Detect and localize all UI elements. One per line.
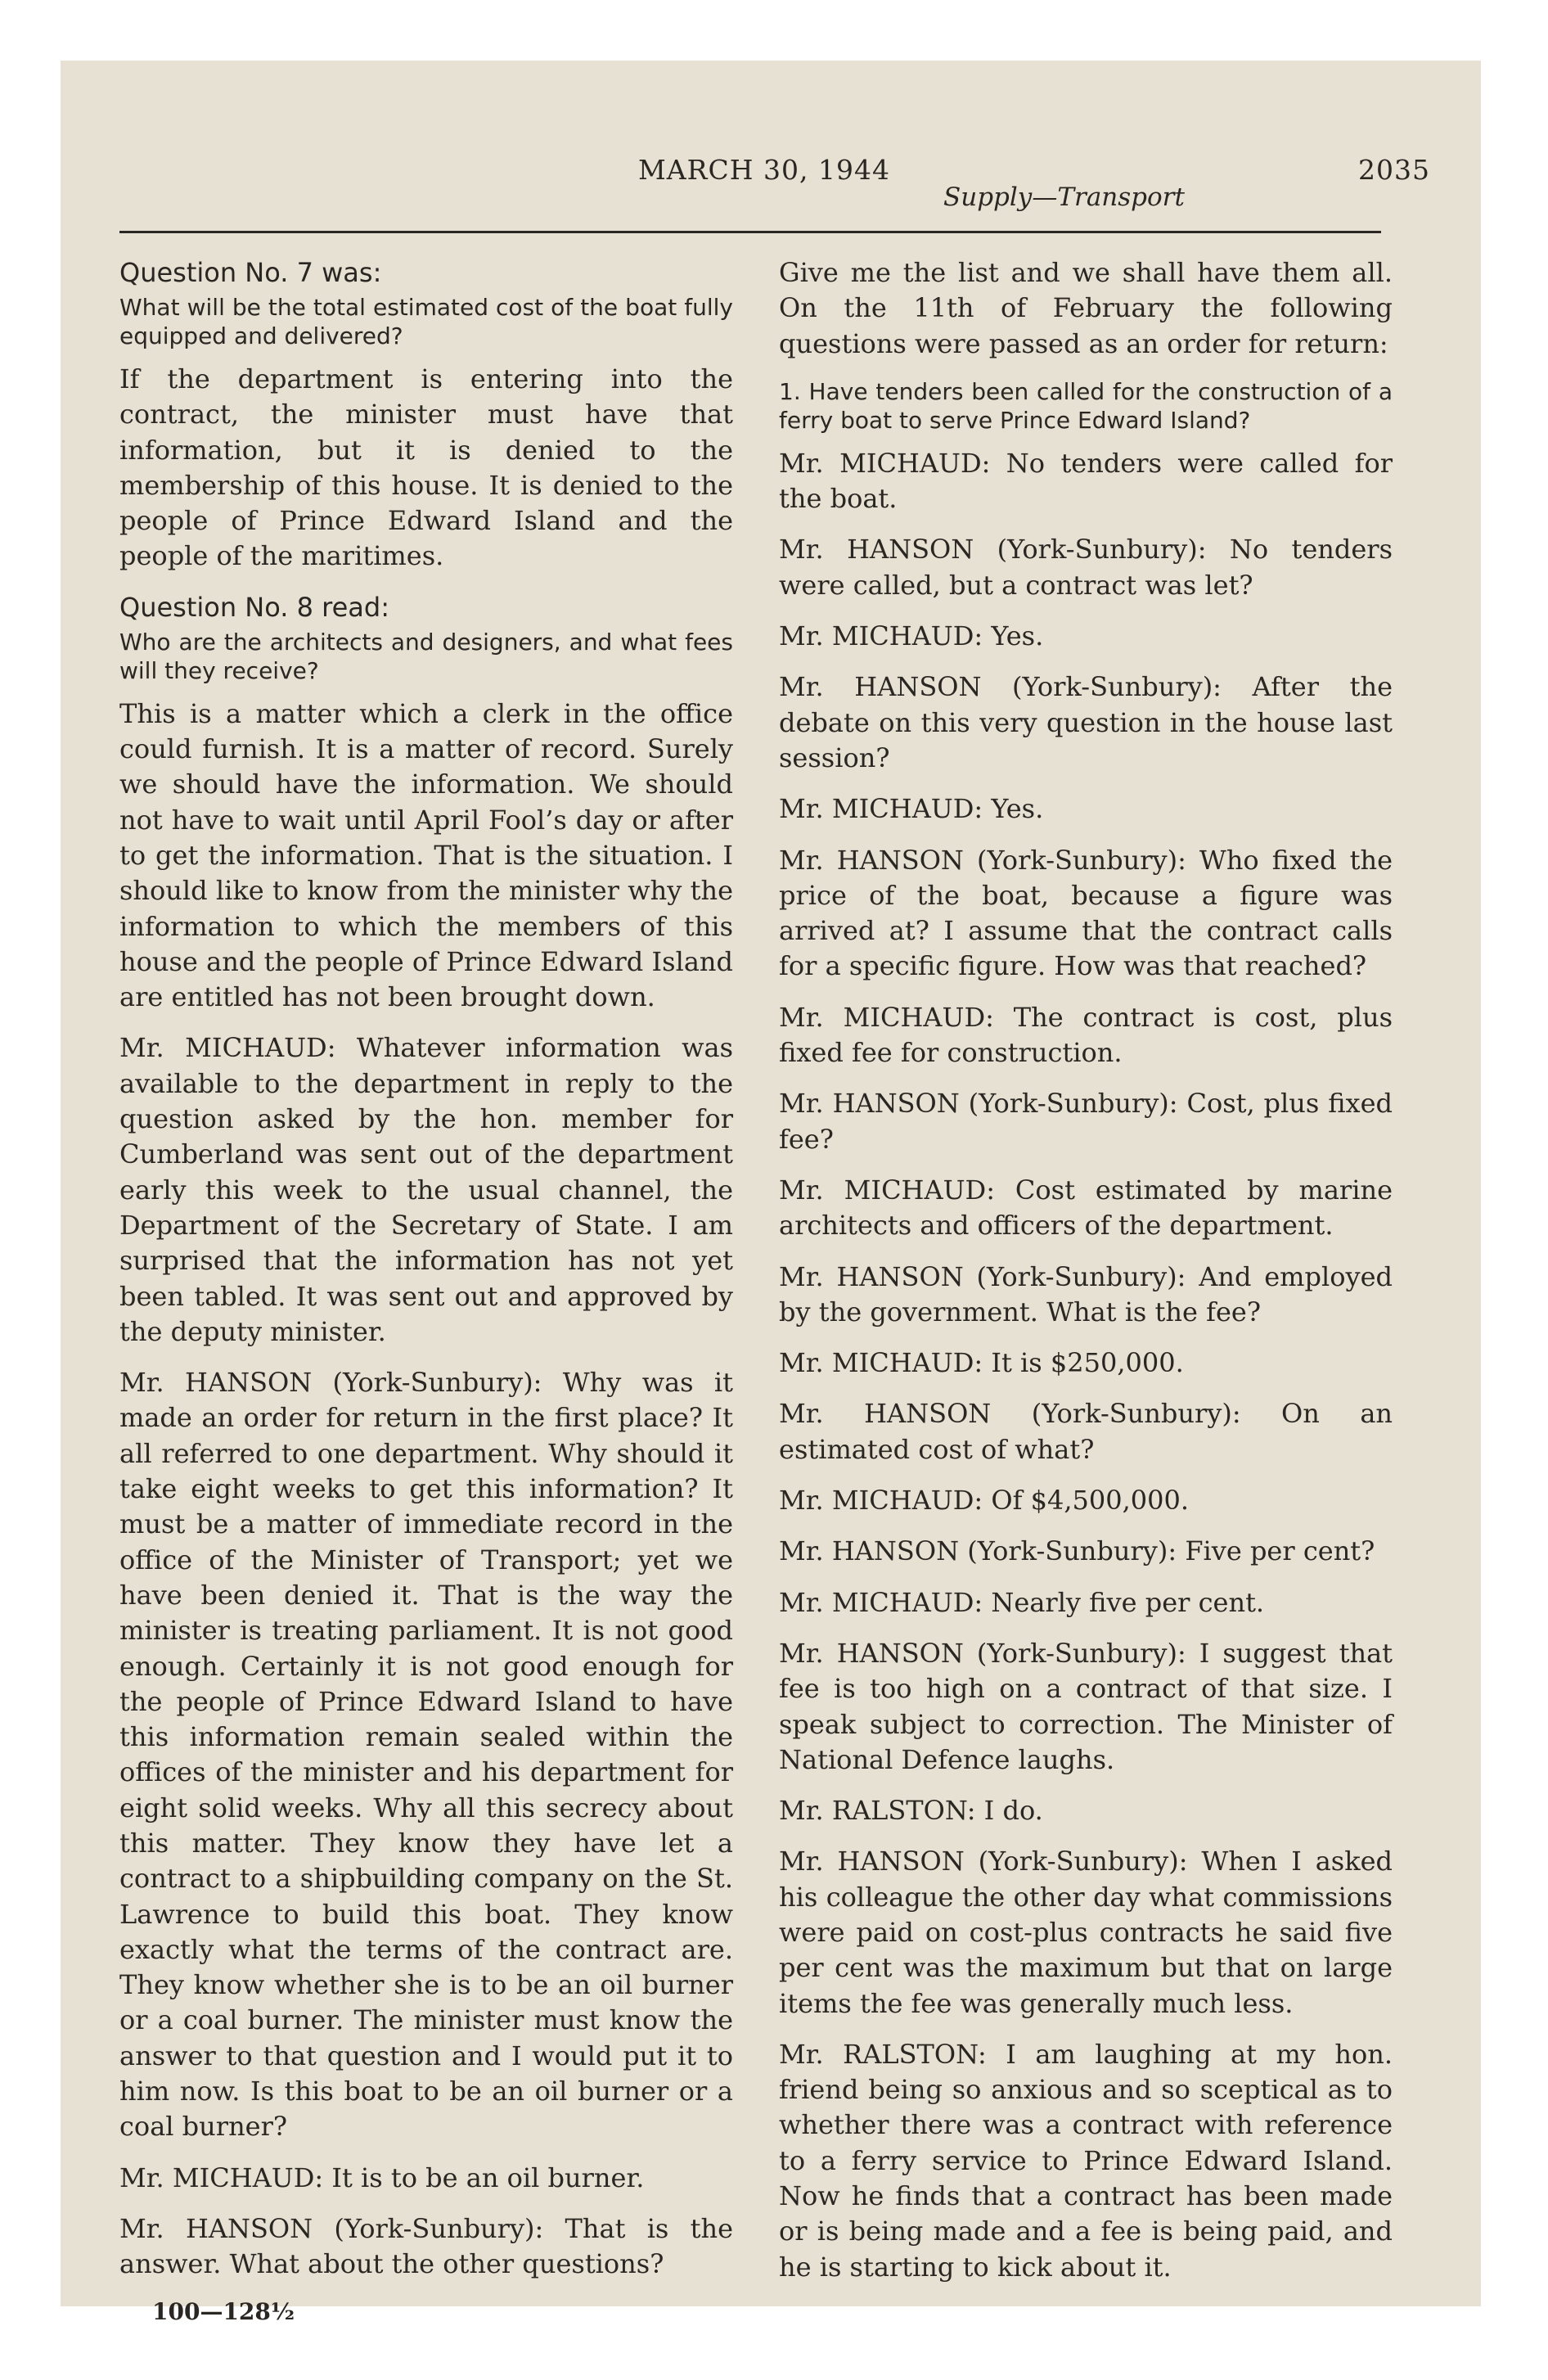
quoted-question: 1. Have tenders been called for the construction of a ferry boat to serve Prince Edward Island? bbox=[779, 377, 1393, 434]
paragraph: Mr. HANSON (York-Sunbury): No tenders were called, but a contract was let? bbox=[779, 534, 1393, 601]
paragraph: Mr. RALSTON: I do. bbox=[779, 1795, 1043, 1827]
paragraph: Mr. RALSTON: I am laughing at my hon. friend being so anxious and so sceptical as to whether there was a contract with reference to a ferry service to Prince Edward Island. Now he finds that a contract has been made or is being made and a fee is being paid, and he is starting to kick about it. bbox=[779, 2038, 1393, 2283]
paragraph: Mr. MICHAUD: Nearly five per cent. bbox=[779, 1586, 1265, 1618]
paragraph: Mr. HANSON (York-Sunbury): Who fixed the price of the boat, because a figure was arrived at? I assume that the contract calls for a specific figure. How was that reached? bbox=[779, 844, 1393, 982]
paragraph: Mr. HANSON (York-Sunbury): That is the answer. What about the other questions? bbox=[119, 2212, 733, 2280]
header-rule bbox=[119, 231, 1381, 233]
paragraph: Give me the list and we shall have them all. On the 11th of February the following questions were passed as an order for return: bbox=[779, 257, 1393, 359]
question-heading: Question No. 8 read: bbox=[119, 591, 389, 623]
paragraph: If the department is entering into the contract, the minister must have that information, but it is denied to the membership of this house. It is denied to the people of Prince Edward Island and the people of the maritimes. bbox=[119, 363, 733, 572]
paragraph: Mr. MICHAUD: No tenders were called for the boat. bbox=[779, 447, 1393, 515]
paragraph: Mr. HANSON (York-Sunbury): I suggest that fee is too high on a contract of that size. I speak subject to correction. The Minister of National Defence laughs. bbox=[779, 1637, 1393, 1775]
paragraph: Mr. HANSON (York-Sunbury): Why was it made an order for return in the first place? It all referred to one department. Why should it take eight weeks to get this information? It must be a matter of immediate record in the office of the Minister of Transport; yet we have been denied it. That is the way the minister is treating parliament. It is not good enough. Certainly it is not good enough for the people of Prince Edward Island to have this information remain sealed within the offices of the minister and his department for eight solid weeks. Why all this secrecy about this matter. They know they have let a contract to a shipbuilding company on the St. Lawrence to build this boat. They know exactly what the terms of the contract are. They know whether she is to be an oil burner or a coal burner. The minister must know the answer to that question and I would put it to him now. Is this boat to be an oil burner or a coal burner? bbox=[119, 1367, 733, 2143]
page-number: 2035 bbox=[1358, 154, 1430, 186]
paragraph: Mr. MICHAUD: Of $4,500,000. bbox=[779, 1485, 1190, 1517]
quoted-question: What will be the total estimated cost of the boat fully equipped and delivered? bbox=[119, 294, 733, 349]
header-date: MARCH 30, 1944 bbox=[638, 154, 890, 186]
paragraph: Mr. HANSON (York-Sunbury): When I asked his colleague the other day what commissions were paid on cost-plus contracts he said five per cent was the maximum but that on large items the fee was generally much less. bbox=[779, 1846, 1393, 2019]
paragraph: Mr. HANSON (York-Sunbury): Cost, plus fixed fee? bbox=[779, 1088, 1393, 1155]
paragraph: Mr. MICHAUD: The contract is cost, plus fixed fee for construction. bbox=[779, 1001, 1393, 1069]
paragraph: Mr. MICHAUD: Yes. bbox=[779, 793, 1044, 825]
question-heading: Question No. 7 was: bbox=[119, 257, 382, 288]
paragraph: Mr. MICHAUD: Cost estimated by marine architects and officers of the department. bbox=[779, 1174, 1393, 1242]
footer-signature: 100—128½ bbox=[152, 2297, 295, 2325]
paragraph: This is a matter which a clerk in the office could furnish. It is a matter of record. Surely we should have the information. We should not have to wait until April Fool’s day or after to get the information. That is the situation. I should like to know from the minister why the information to which the members of this house and the people of Prince Edward Island are entitled has not been brought down. bbox=[119, 697, 733, 1013]
paragraph: Mr. HANSON (York-Sunbury): And employed by the government. What is the fee? bbox=[779, 1260, 1393, 1327]
paragraph: Mr. HANSON (York-Sunbury): After the debate on this very question in the house last session? bbox=[779, 671, 1393, 773]
section-title: Supply—Transport bbox=[943, 183, 1185, 212]
paragraph: Mr. MICHAUD: It is $250,000. bbox=[779, 1347, 1184, 1379]
right-column bbox=[779, 255, 1393, 2301]
paragraph: Mr. HANSON (York-Sunbury): On an estimated cost of what? bbox=[779, 1398, 1393, 1465]
quoted-question: Who are the architects and designers, and what fees will they receive? bbox=[119, 628, 733, 684]
paragraph: Mr. MICHAUD: Yes. bbox=[779, 620, 1044, 652]
paragraph: Mr. MICHAUD: It is to be an oil burner. bbox=[119, 2161, 645, 2193]
paragraph: Mr. MICHAUD: Whatever information was available to the department in reply to the question asked by the hon. member for Cumberland was sent out of the department early this week to the usual channel, the Department of the Secretary of State. I am surprised that the information has not yet been tabled. It was sent out and approved by the deputy minister. bbox=[119, 1032, 733, 1347]
left-column bbox=[119, 255, 733, 2325]
paragraph: Mr. HANSON (York-Sunbury): Five per cent? bbox=[779, 1535, 1375, 1567]
